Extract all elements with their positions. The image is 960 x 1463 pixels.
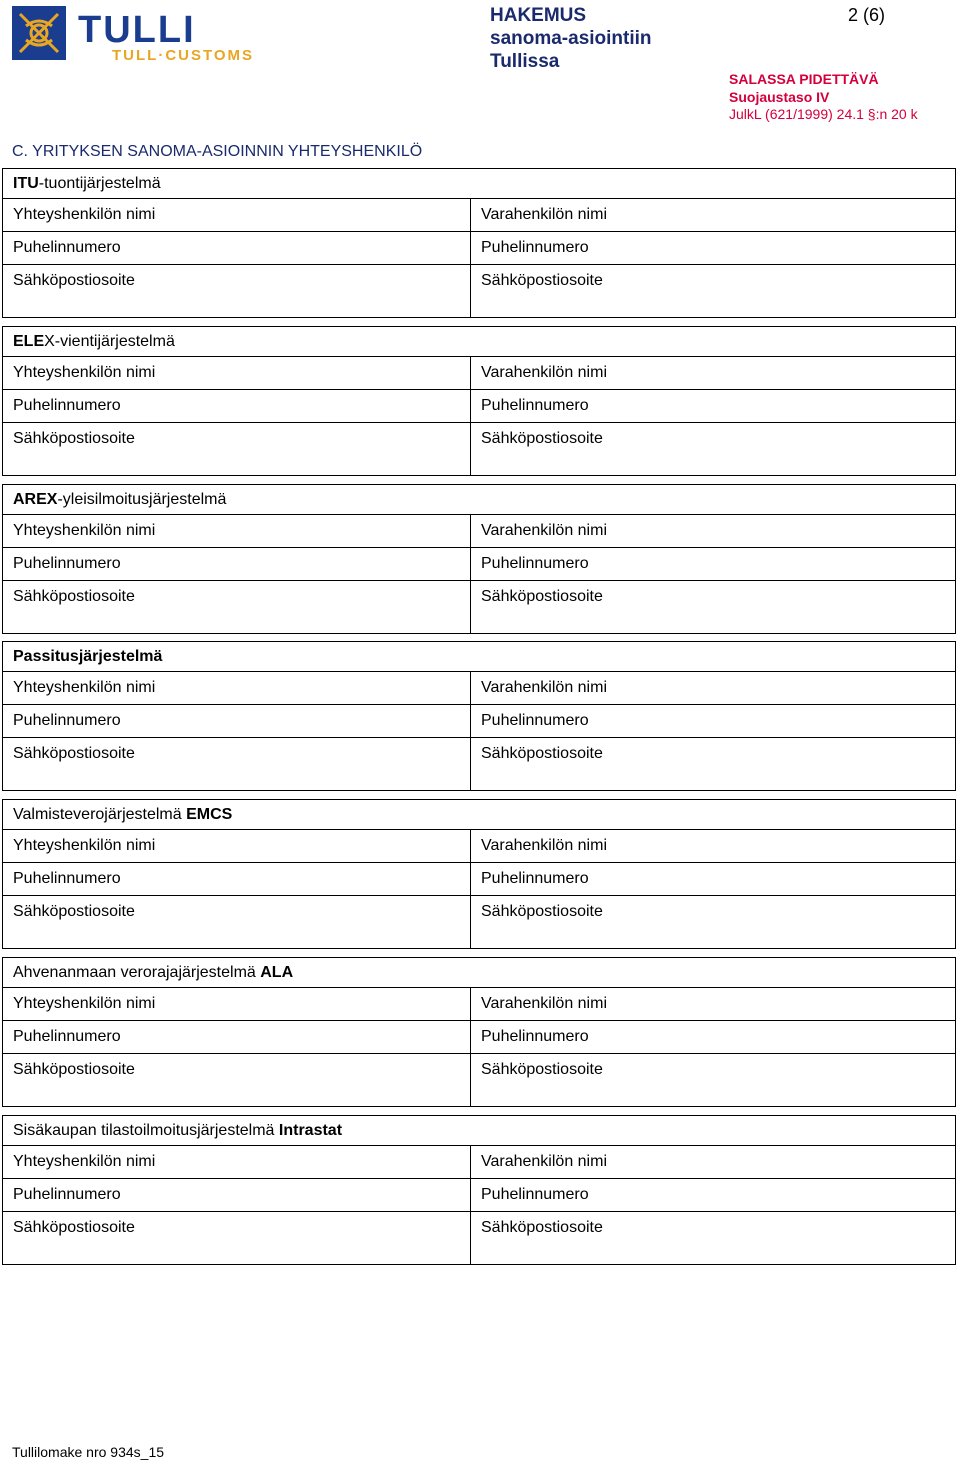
system-name <box>3 800 955 830</box>
field-email[interactable]: Sähköpostiosoite <box>13 1219 135 1236</box>
contact-section-0 <box>2 168 956 318</box>
confidentiality-line-3: JulkL (621/1999) 24.1 §:n 20 k <box>729 106 918 122</box>
deputy-field-email[interactable]: Sähköpostiosoite <box>481 588 603 605</box>
name-row <box>3 1146 955 1179</box>
field-email[interactable]: Sähköpostiosoite <box>13 903 135 920</box>
field-contact-name[interactable]: Yhteyshenkilön nimi <box>13 206 156 223</box>
email-row <box>3 896 955 928</box>
field-email[interactable]: Sähköpostiosoite <box>13 430 135 447</box>
system-name-abbrev: EMCS <box>186 806 233 823</box>
system-name <box>3 327 955 357</box>
field-phone[interactable]: Puhelinnumero <box>13 397 121 414</box>
contact-fields <box>3 1146 955 1264</box>
system-name-bold: ELE <box>13 333 45 350</box>
system-name <box>3 169 955 199</box>
system-name-text: Ahvenanmaan verorajajärjestelmä <box>13 964 261 981</box>
field-contact-name[interactable]: Yhteyshenkilön nimi <box>13 522 156 539</box>
email-row <box>3 265 955 297</box>
field-phone[interactable]: Puhelinnumero <box>13 712 121 729</box>
field-email[interactable]: Sähköpostiosoite <box>13 272 135 289</box>
field-contact-name[interactable]: Yhteyshenkilön nimi <box>13 995 156 1012</box>
system-name-abbrev: Intrastat <box>278 1122 343 1139</box>
phone-row <box>3 390 955 423</box>
confidentiality-line-1: SALASSA PIDETTÄVÄ <box>729 71 879 87</box>
field-contact-name[interactable]: Yhteyshenkilön nimi <box>13 364 156 381</box>
email-row <box>3 1054 955 1086</box>
phone-row <box>3 705 955 738</box>
phone-row <box>3 863 955 896</box>
deputy-field-deputy-name[interactable]: Varahenkilön nimi <box>481 679 607 696</box>
system-name-bold: Passitusjärjestelmä <box>13 648 163 665</box>
deputy-field-deputy-name[interactable]: Varahenkilön nimi <box>481 206 607 223</box>
name-row <box>3 672 955 705</box>
system-name <box>3 958 955 988</box>
name-row <box>3 830 955 863</box>
deputy-field-phone[interactable]: Puhelinnumero <box>481 239 589 256</box>
contact-fields <box>3 830 955 948</box>
name-row <box>3 357 955 390</box>
system-name-bold: ITU <box>13 175 39 192</box>
system-name <box>3 642 955 672</box>
email-row <box>3 1212 955 1244</box>
field-email[interactable]: Sähköpostiosoite <box>13 745 135 762</box>
field-contact-name[interactable]: Yhteyshenkilön nimi <box>13 1153 156 1170</box>
contact-fields <box>3 357 955 475</box>
system-name <box>3 1116 955 1146</box>
field-phone[interactable]: Puhelinnumero <box>13 555 121 572</box>
contact-fields <box>3 199 955 317</box>
email-row <box>3 581 955 613</box>
deputy-field-email[interactable]: Sähköpostiosoite <box>481 1219 603 1236</box>
contact-section-1 <box>2 326 956 476</box>
contact-fields <box>3 515 955 633</box>
contact-section-6 <box>2 1115 956 1265</box>
system-name-bold: AREX <box>13 491 58 508</box>
email-row <box>3 423 955 455</box>
confidentiality-line-2: Suojaustaso IV <box>729 88 830 105</box>
deputy-field-phone[interactable]: Puhelinnumero <box>481 397 589 414</box>
svg-text:TULL·CUSTOMS: TULL·CUSTOMS <box>112 47 255 64</box>
contact-section-5 <box>2 957 956 1107</box>
contact-section-4 <box>2 799 956 949</box>
deputy-field-phone[interactable]: Puhelinnumero <box>481 1186 589 1203</box>
deputy-field-deputy-name[interactable]: Varahenkilön nimi <box>481 522 607 539</box>
system-name-abbrev: ALA <box>260 964 294 981</box>
name-row <box>3 515 955 548</box>
deputy-field-phone[interactable]: Puhelinnumero <box>481 870 589 887</box>
system-name-text: -tuontijärjestelmä <box>38 175 161 192</box>
field-phone[interactable]: Puhelinnumero <box>13 239 121 256</box>
deputy-field-email[interactable]: Sähköpostiosoite <box>481 272 603 289</box>
contact-fields <box>3 672 955 790</box>
deputy-field-phone[interactable]: Puhelinnumero <box>481 1028 589 1045</box>
system-name-text: Sisäkaupan tilastoilmoitusjärjestelmä <box>13 1122 279 1139</box>
form-number-footer: Tullilomake nro 934s_15 <box>12 1444 165 1460</box>
name-row <box>3 988 955 1021</box>
phone-row <box>3 548 955 581</box>
name-row <box>3 199 955 232</box>
system-name-text: -yleisilmoitusjärjestelmä <box>57 491 227 508</box>
deputy-field-deputy-name[interactable]: Varahenkilön nimi <box>481 837 607 854</box>
deputy-field-email[interactable]: Sähköpostiosoite <box>481 745 603 762</box>
system-name-text: Valmisteverojärjestelmä <box>13 806 187 823</box>
form-title-line-1: HAKEMUS <box>490 5 587 26</box>
section-title: C. YRITYKSEN SANOMA-ASIOINNIN YHTEYSHENKILÖ <box>12 143 423 160</box>
field-contact-name[interactable]: Yhteyshenkilön nimi <box>13 837 156 854</box>
confidentiality-notice <box>729 71 918 124</box>
system-name <box>3 485 955 515</box>
field-phone[interactable]: Puhelinnumero <box>13 1186 121 1203</box>
field-email[interactable]: Sähköpostiosoite <box>13 1061 135 1078</box>
phone-row <box>3 1179 955 1212</box>
contact-section-3 <box>2 641 956 791</box>
field-phone[interactable]: Puhelinnumero <box>13 870 121 887</box>
form-title-line-3: Tullissa <box>490 51 560 72</box>
svg-text:TULLI: TULLI <box>78 9 196 51</box>
contact-section-2 <box>2 484 956 634</box>
deputy-field-deputy-name[interactable]: Varahenkilön nimi <box>481 364 607 381</box>
field-contact-name[interactable]: Yhteyshenkilön nimi <box>13 679 156 696</box>
system-name-text: X-vientijärjestelmä <box>44 333 175 350</box>
tulli-logo <box>12 6 292 66</box>
email-row <box>3 738 955 770</box>
field-phone[interactable]: Puhelinnumero <box>13 1028 121 1045</box>
contact-fields <box>3 988 955 1106</box>
deputy-field-email[interactable]: Sähköpostiosoite <box>481 430 603 447</box>
deputy-field-email[interactable]: Sähköpostiosoite <box>481 903 603 920</box>
deputy-field-email[interactable]: Sähköpostiosoite <box>481 1061 603 1078</box>
phone-row <box>3 232 955 265</box>
field-email[interactable]: Sähköpostiosoite <box>13 588 135 605</box>
deputy-field-phone[interactable]: Puhelinnumero <box>481 712 589 729</box>
deputy-field-phone[interactable]: Puhelinnumero <box>481 555 589 572</box>
deputy-field-deputy-name[interactable]: Varahenkilön nimi <box>481 995 607 1012</box>
form-title-line-2: sanoma-asiointiin <box>490 28 652 49</box>
page-number: 2 (6) <box>848 5 886 25</box>
form-title <box>490 4 652 73</box>
deputy-field-deputy-name[interactable]: Varahenkilön nimi <box>481 1153 607 1170</box>
phone-row <box>3 1021 955 1054</box>
